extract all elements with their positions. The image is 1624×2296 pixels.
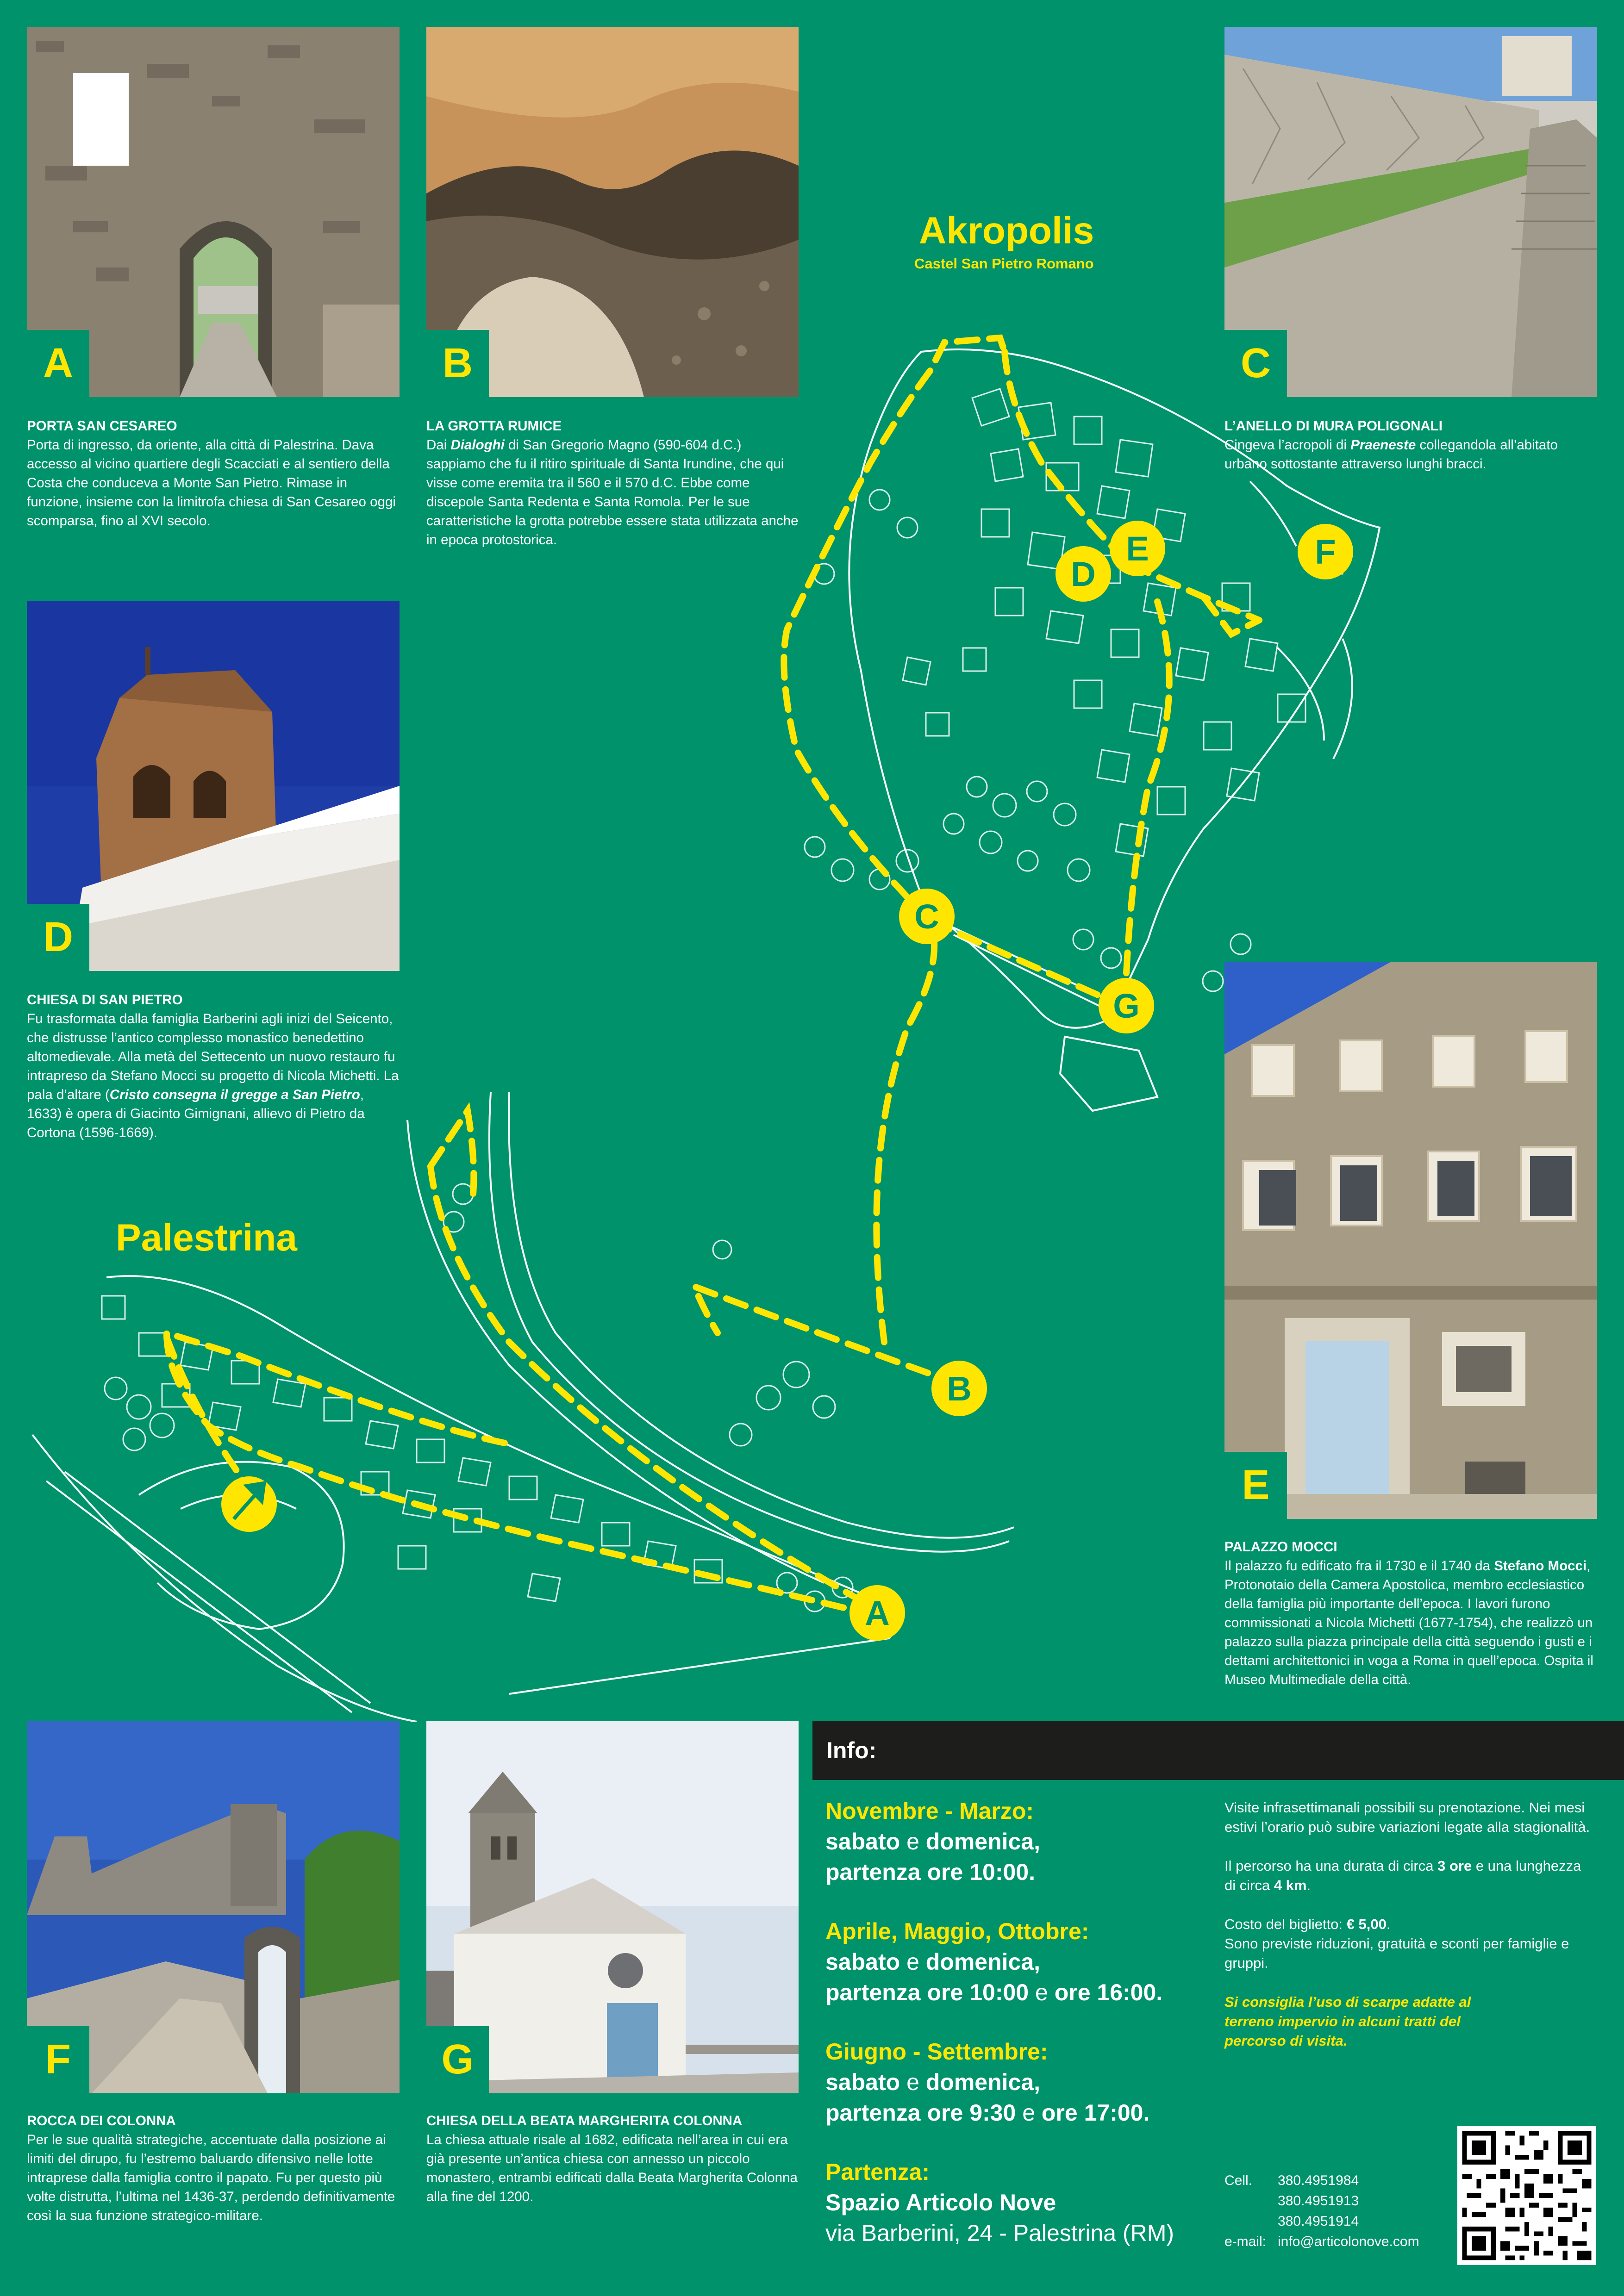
schedule-3 [825,2036,1219,2128]
caption-g [426,2111,799,2206]
note-price [1224,1915,1595,1973]
phone-2[interactable]: 380.4951913 [1278,2193,1359,2209]
photo-letter-g: G [426,2026,489,2093]
departure-address: via Barberini, 24 - Palestrina (RM) [825,2220,1174,2246]
photo-chiesa-margherita [426,1721,799,2093]
caption-a-title: PORTA SAN CESAREO [27,418,177,434]
map-marker-e: E [1110,521,1165,576]
schedule-2 [825,1916,1219,2008]
schedule-2-day-a: sabato [825,1949,900,1975]
north-arrow [221,1476,277,1532]
caption-e-title: PALAZZO MOCCI [1224,1539,1337,1555]
phone-3[interactable]: 380.4951914 [1278,2214,1359,2229]
note-price-c: . [1386,1916,1391,1932]
schedule-3-time-1: 9:30 [969,2100,1016,2126]
photo-letter-c: C [1224,330,1287,397]
schedule-3-day-b: domenica, [925,2069,1041,2095]
schedule-1-dep-label: partenza ore [825,1859,970,1885]
schedule-1 [825,1796,1205,1887]
qr-code[interactable] [1457,2126,1596,2265]
map-marker-d: D [1056,546,1111,602]
caption-d-title: CHIESA DI SAN PIETRO [27,992,183,1008]
caption-d-text-1: Fu trasformata dalla famiglia Barberini agli inizi del Seicento, che distrusse l’antico complesso monastico benedettino altomedievale. Alla metà del Settecento un nuovo restauro fu intrapreso da Stefano Mocci su progetto di Nicola Michetti. La pala d’altare ( [27,1011,399,1102]
caption-c-text-2: collegandola all’abitato urbano sottostante attraverso lunghi bracci. [1224,437,1558,472]
schedule-3-season: Giugno - Settembre: [825,2039,1048,2065]
map-marker-b: B [931,1361,987,1416]
photo-letter-e: E [1224,1452,1287,1519]
schedule-2-season: Aprile, Maggio, Ottobre: [825,1918,1089,1944]
map-marker-g: G [1099,978,1154,1033]
photo-rocca-colonna [27,1721,400,2093]
akropolis-houses-sketch [903,389,1343,856]
schedule-1-day-b: domenica, [925,1829,1041,1854]
note-duration-e: . [1306,1877,1311,1893]
schedule-1-season: Novembre - Marzo: [825,1798,1034,1824]
departure-block [825,2157,1219,2248]
note-weekday-visits: Visite infrasettimanali possibili su prenotazione. Nei mesi estivi l’orario può subire variazioni legate alla stagionalità. [1224,1799,1590,1835]
cell-label: Cell. [1224,2173,1253,2188]
caption-e-text-2: , Protonotaio della Camera Apostolica, membro ecclesiastico della famiglia più importante dell’epoca. I lavori furono commissionati a Nicola Michetti (1677-1754), che realizzò un palazzo sulla piazza principale della città seguendo i gusti e i dettami architettonici in voga a Roma in quell’epoca. Ospita il Museo Multimediale della città. [1224,1558,1593,1687]
caption-b-text-em: Dialoghi [450,437,505,453]
caption-e-text-1: Il palazzo fu edificato fra il 1730 e il 1740 da [1224,1558,1494,1574]
caption-f-text: Per le sue qualità strategiche, accentuate dalla posizione ai limiti del dirupo, fu l’estremo baluardo difensivo nelle lotte intraprese dalla famiglia contro il papato. Fu per questo più volte distrutta, l’ultima nel 1436-37, perdendo definitivamente così la sua funzione strategico-militare. [27,2132,395,2223]
akropolis-subtitle: Castel San Pietro Romano [914,255,1094,272]
schedule-3-dep-label: partenza ore [825,2100,970,2126]
schedule-1-day-a: sabato [825,1829,900,1854]
note-duration-a: Il percorso ha una durata di circa [1224,1858,1438,1874]
schedule-3-time-and: e [1016,2100,1042,2126]
map-marker-f: F [1298,524,1353,579]
info-header: Info: [812,1721,1624,1780]
note-duration-km: 4 km [1274,1877,1307,1893]
caption-c-text-em: Praeneste [1350,437,1416,453]
schedule-2-day-b: domenica, [925,1949,1041,1975]
schedule-2-and: e [900,1949,926,1975]
caption-b-text-2: di San Gregorio Magno (590-604 d.C.) sappiamo che fu il ritiro spirituale di Santa Irundine, che qui visse come eremita tra il 560 e il 570 d.C. Ebbe come discepole Santa Redenta e Santa Romola. Per le sue caratteristiche la grotta potrebbe essere stata utilizzata anche in epoca protostorica. [426,437,799,548]
note-price-value: € 5,00 [1346,1916,1387,1932]
schedule-2-time-and: e [1029,1979,1055,2005]
departure-label: Partenza: [825,2159,930,2185]
phone-1[interactable]: 380.4951984 [1278,2173,1359,2188]
caption-b-title: LA GROTTA RUMICE [426,418,562,434]
caption-d-text-2: , 1633) è opera di Giacinto Gimignani, allievo di Pietro da Cortona (1596-1669). [27,1087,365,1140]
photo-letter-d: D [27,904,89,971]
note-duration-c: e una lunghezza di circa [1224,1858,1581,1893]
caption-b-text-1: Dai [426,437,451,453]
contact-table [1224,2171,1431,2252]
map-marker-c: C [899,889,955,944]
walking-route [167,338,1259,1615]
schedule-1-and: e [900,1829,926,1854]
note-duration [1224,1856,1595,1895]
photo-letter-b: B [426,330,489,397]
palestrina-title: Palestrina [116,1217,297,1259]
departure-venue: Spazio Articolo Nove [825,2190,1056,2215]
note-duration-hours: 3 ore [1437,1858,1472,1874]
map-marker-a: A [849,1585,905,1641]
caption-c-title: L’ANELLO DI MURA POLIGONALI [1224,418,1443,434]
schedule-1-time-1: 10:00. [969,1859,1035,1885]
schedule-2-time-2: ore 16:00. [1054,1979,1163,2005]
schedule-3-time-2: ore 17:00. [1041,2100,1150,2126]
photo-letter-a: A [27,330,89,397]
note-discounts: Sono previste riduzioni, gratuità e sconti per famiglie e gruppi. [1224,1935,1569,1971]
email-label: e-mail: [1224,2234,1267,2249]
caption-e-text-bold: Stefano Mocci [1494,1558,1587,1574]
schedule-2-time-1: 10:00 [969,1979,1029,2005]
email-link[interactable]: info@articolonove.com [1278,2234,1419,2249]
caption-g-title: CHIESA DELLA BEATA MARGHERITA COLONNA [426,2113,743,2128]
caption-d-text-em: Cristo consegna il gregge a San Pietro [109,1087,360,1102]
schedule-3-day-a: sabato [825,2069,900,2095]
schedule-2-dep-label: partenza ore [825,1979,970,2005]
note-price-a: Costo del biglietto: [1224,1916,1347,1932]
note-shoes: Si consiglia l’uso di scarpe adatte al terreno impervio in alcuni tratti del percorso di visita. [1224,1994,1471,2049]
caption-f-title: ROCCA DEI COLONNA [27,2113,176,2128]
caption-f [27,2111,400,2225]
caption-g-text: La chiesa attuale risale al 1682, edificata nell’area in cui era già presente un’antica chiesa con annesso un piccolo monastero, entrambi edificati dalla Beata Margherita Colonna alla fine del 1200. [426,2132,798,2204]
caption-a-text: Porta di ingresso, da oriente, alla città di Palestrina. Dava accesso al vicino quartiere degli Scacciati e al sentiero della Costa che conduceva a Monte San Pietro. Rimase in funzione, insieme con la limitrofa chiesa di San Cesareo oggi scomparsa, fino al XVI secolo. [27,437,396,529]
schedule-3-and: e [900,2069,926,2095]
info-notes [1224,1798,1595,2051]
photo-letter-f: F [27,2026,89,2093]
akropolis-title: Akropolis [919,210,1094,252]
caption-c-text-1: Cingeva l’acropoli di [1224,437,1351,453]
